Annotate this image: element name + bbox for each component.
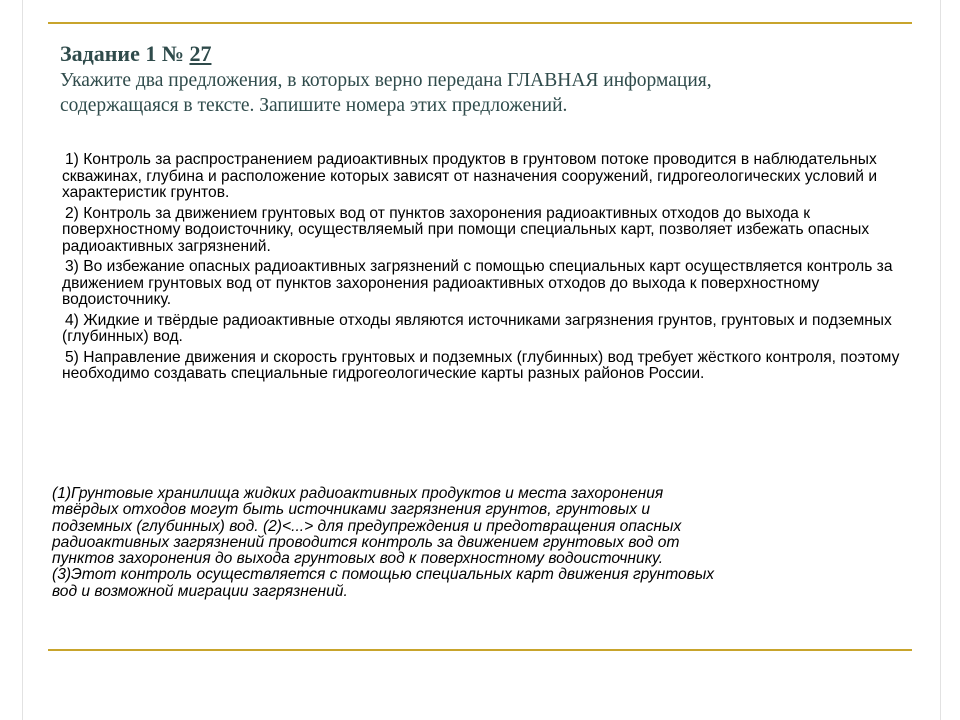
task-title-prefix: Задание 1 №	[60, 41, 190, 66]
task-title	[60, 40, 900, 68]
left-guide-line	[22, 0, 23, 720]
task-instruction-line-2: содержащаяся в тексте. Запишите номера этих предложений.	[60, 95, 568, 116]
answer-option-1: 1) Контроль за распространением радиоактивных продуктов в грунтовом потоке проводится в наблюдательных скважинах, глубина и расположение которых зависят от назначения сооружений, гидрогеологических условий и характеристик грунтов.	[62, 151, 878, 201]
right-guide-line	[940, 0, 941, 720]
task-header	[60, 40, 900, 118]
source-text-line: радиоактивных загрязнений проводится контроль за движением грунтовых вод от	[52, 533, 680, 551]
source-text-line: подземных (глубинных) вод. (2)<...> для предупреждения и предотвращения опасных	[52, 517, 682, 535]
source-text-line: вод и возможной миграции загрязнений.	[52, 582, 348, 600]
answer-option-3: 3) Во избежание опасных радиоактивных загрязнений с помощью специальных карт осуществляется контроль за движением грунтовых вод от пунктов захоронения радиоактивных отходов до выхода к поверхностному водоисточнику.	[62, 258, 893, 308]
task-instruction-line-1: Укажите два предложения, в которых верно передана ГЛАВНАЯ информация,	[60, 70, 712, 91]
source-text-line: (1)Грунтовые хранилища жидких радиоактивных продуктов и места захоронения	[52, 485, 664, 502]
source-text-line: твёрдых отходов могут быть источниками загрязнения грунтов, грунтовых и	[52, 501, 650, 519]
answer-options	[62, 152, 922, 387]
answer-option-2: 2) Контроль за движением грунтовых вод от пунктов захоронения радиоактивных отходов до выхода к поверхностному водоисточнику, осуществляемый при помощи специальных карт, позволяет избежать опасных радиоактивных загрязнений.	[62, 204, 870, 255]
source-text	[52, 486, 922, 600]
top-divider	[48, 22, 912, 24]
source-text-line: (3)Этот контроль осуществляется с помощью специальных карт движения грунтовых	[52, 566, 715, 584]
answer-option-5: 5) Направление движения и скорость грунтовых и подземных (глубинных) вод требует жёсткого контроля, поэтому необходимо создавать специальные гидрогеологические карты разных районов России.	[62, 348, 900, 382]
task-number: 27	[189, 41, 212, 66]
source-text-line: пунктов захоронения до выхода грунтовых вод к поверхностному водоисточнику.	[52, 550, 664, 568]
bottom-divider	[48, 649, 912, 651]
answer-option-4: 4) Жидкие и твёрдые радиоактивные отходы являются источниками загрязнения грунтов, грунтовых и подземных (глубинных) вод.	[62, 311, 892, 345]
